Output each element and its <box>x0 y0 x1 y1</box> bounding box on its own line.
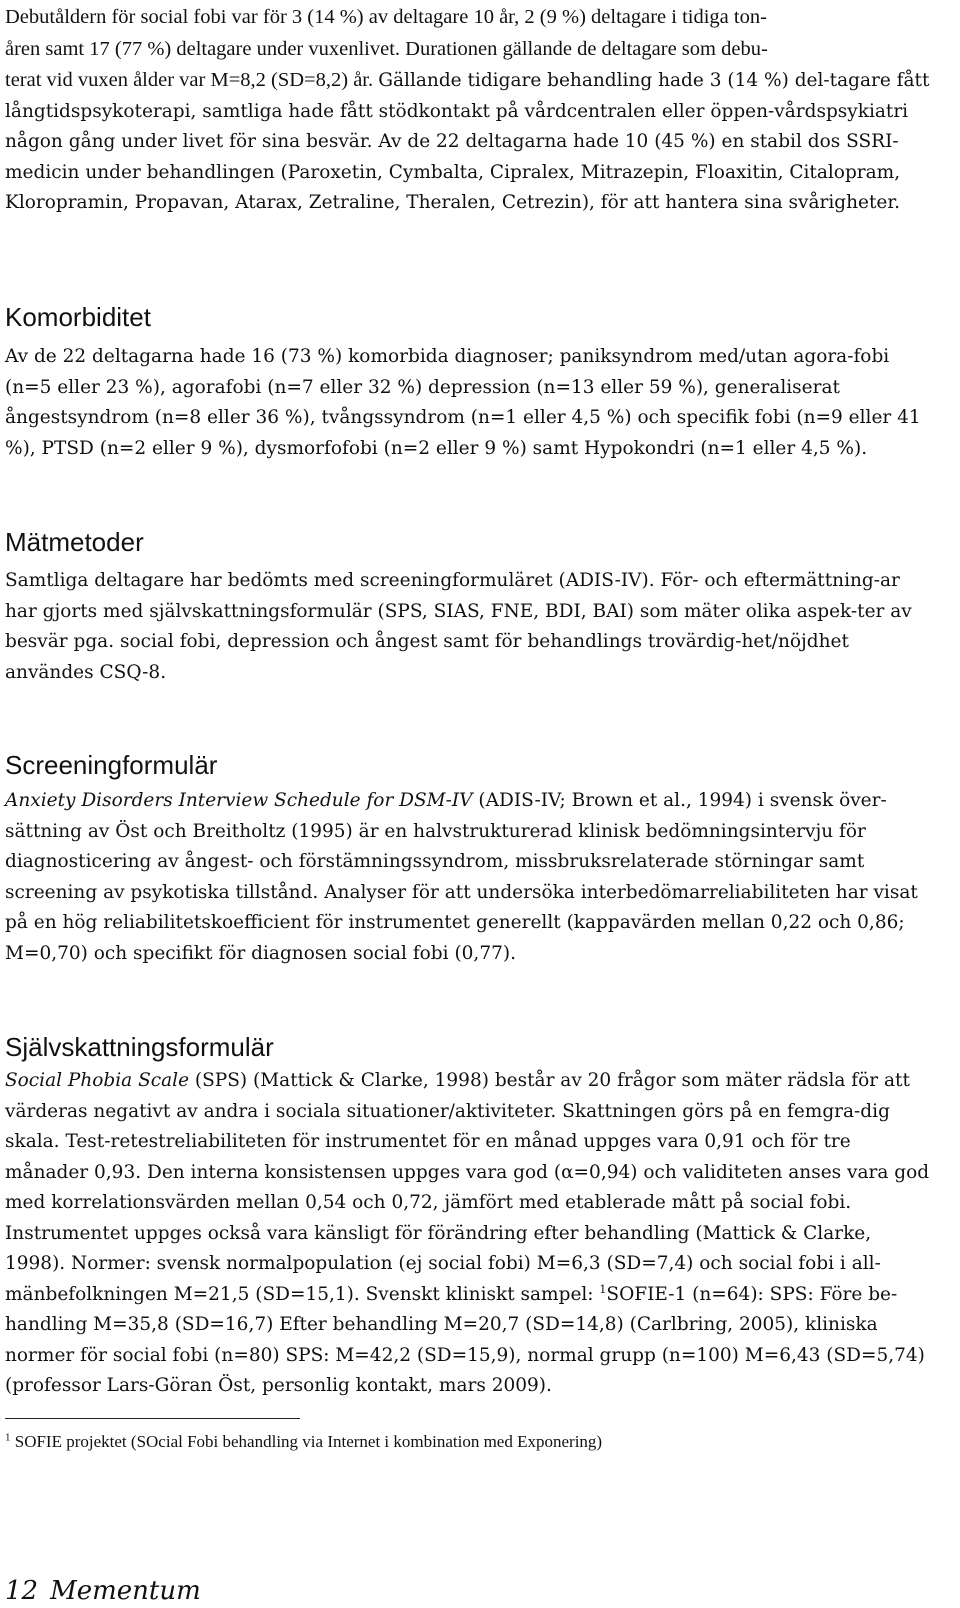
footnote <box>5 1430 935 1454</box>
matmetoder-paragraph: Samtliga deltagare har bedömts med screeningformuläret (ADIS-IV). För- och eftermättning-ar har gjorts med självskattningsformulär (SPS, SIAS, FNE, BDI, BAI) som mäter olika aspek-ter av besvär pga. social fobi, depression och ångest samt för behandlings trovärdig-het/nöjdhet användes CSQ-8. <box>5 570 912 683</box>
publication-title: Mementum <box>50 1576 201 1606</box>
page-footer <box>5 1574 305 1608</box>
intro-paragraph <box>5 2 935 219</box>
sjalvskattning-text-a: (SPS) (Mattick & Clarke, 1998) består av 20 frågor som mäter rädsla för att värderas negativt av andra i sociala situationer/aktiviteter. Skattningen görs på en femgra-dig skala. Test-retestreliabiliteten för instrumentet för en månad uppges vara 0,91 och för tre månader 0,93. Den interna konsistensen uppges vara god (α=0,94) och validiteten anses vara god med korrelationsvärden mellan 0,54 och 0,72, jämfört med etablerade mått på social fobi. Instrumentet uppges också vara känsligt för förändring efter behandling (Mattick & Clarke, 1998). Normer: svensk normalpopulation (ej social fobi) M=6,3 (SD=7,4) och social fobi i all-mänbefolkningen M=21,5 (SD=15,1). Svenskt kliniskt sampel: <box>5 1070 930 1305</box>
heading-screeningformular: Screeningformulär <box>5 750 218 780</box>
heading-komorbiditet: Komorbiditet <box>5 302 151 332</box>
intro-continuation: Gällande tidigare behandling hade 3 (14 %) del-tagare fått långtidspsykoterapi, samtliga hade fått stödkontakt på vårdcentralen eller öppen-vårdspsykiatri någon gång under livet för sina besvär. Av de 22 deltagarna hade 10 (45 %) en stabil dos SSRI-medicin under behandlingen (Paroxetin, Cymbalta, Cipralex, Mitrazepin, Floaxitin, Citalopram, Kloropramin, Propavan, Atarax, Zetraline, Theralen, Cetrezin), för att hantera sina svårigheter. <box>5 70 930 213</box>
adis-title: Anxiety Disorders Interview Schedule for DSM-IV <box>5 790 473 811</box>
intro-line-1: Debutåldern för social fobi var för 3 (14 %) av deltagare 10 år, 2 (9 %) deltagare i tidiga ton- <box>5 6 767 28</box>
screening-text: (ADIS-IV; Brown et al., 1994) i svensk över-sättning av Öst och Breitholtz (1995) är en halvstrukturerad klinisk bedömningsintervju för diagnosticering av ångest- och förstämningssyndrom, missbruksrelaterade störningar samt screening av psykotiska tillstånd. Analyser för att undersöka interbedömarreliabiliteten har visat på en hög reliabilitetskoefficient för instrumentet generellt (kappavärden mellan 0,22 och 0,86; M=0,70) och specifikt för diagnosen social fobi (0,77). <box>5 790 918 964</box>
sps-title: Social Phobia Scale <box>5 1070 190 1091</box>
heading-sjalvskattningsformular: Självskattningsformulär <box>5 1032 274 1062</box>
footnote-divider <box>5 1418 300 1419</box>
intro-line-3: terat vid vuxen ålder var M=8,2 (SD=8,2) år. <box>5 69 379 91</box>
footnote-text: SOFIE projektet (SOcial Fobi behandling via Internet i kombination med Exponering) <box>10 1432 603 1451</box>
footnote-ref: 1 <box>599 1282 607 1296</box>
screening-paragraph <box>5 786 935 969</box>
page-number: 12 <box>5 1576 39 1606</box>
komorbiditet-paragraph: Av de 22 deltagarna hade 16 (73 %) komorbida diagnoser; paniksyndrom med/utan agora-fobi (n=5 eller 23 %), agorafobi (n=7 eller 32 %) depression (n=13 eller 59 %), generaliserat ångestsyndrom (n=8 eller 36 %), tvångssyndrom (n=1 eller 4,5 %) och specifik fobi (n=9 eller 41 %), PTSD (n=2 eller 9 %), dysmorfofobi (n=2 eller 9 %) samt Hypokondri (n=1 eller 4,5 %). <box>5 346 921 459</box>
sjalvskattning-paragraph <box>5 1066 935 1402</box>
heading-matmetoder: Mätmetoder <box>5 527 144 557</box>
sjalvskattning-text-b: SOFIE-1 (n=64): SPS: Före be-handling M=35,8 (SD=16,7) Efter behandling M=20,7 (SD=14,8) (Carlbring, 2005), kliniska normer för social fobi (n=80) SPS: M=42,2 (SD=15,9), normal grupp (n=100) M=6,43 (SD=5,74) (professor Lars-Göran Öst, personlig kontakt, mars 2009). <box>5 1283 925 1396</box>
footnote-marker: 1 <box>5 1431 11 1444</box>
intro-line-2: åren samt 17 (77 %) deltagare under vuxenlivet. Durationen gällande de deltagare som debu- <box>5 37 768 60</box>
